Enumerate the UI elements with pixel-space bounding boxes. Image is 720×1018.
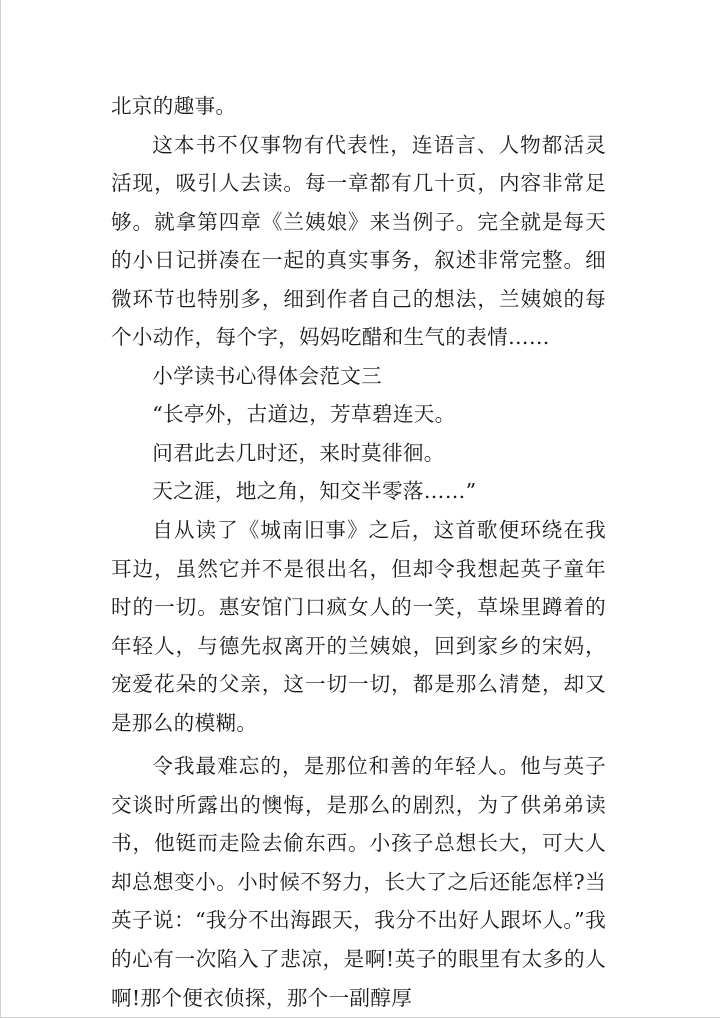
song-lyric-line-2: 问君此去几时还，来时莫徘徊。: [152, 440, 445, 465]
song-lyric-line-1: “长亭外，古道边，芳草碧连天。: [152, 402, 456, 427]
section-heading: 小学读书心得体会范文三: [152, 363, 383, 388]
paragraph-young-man: 令我最难忘的，是那位和善的年轻人。他与英子交谈时所露出的懊悔，是那么的剧烈，为了供弟弟读书，他铤而走险去偷东西。小孩子总想长大，可大人却总想变小。小时候不努力，长大了之后还能怎样?当英子说：“我分不出海跟天，我分不出好人跟坏人。”我的心有一次陷入了悲凉，是啊!英子的眼里有太多的人啊!那个便衣侦探，那个一副醇厚: [111, 754, 606, 1010]
paragraph-continuation: 北京的趣事。: [111, 94, 237, 118]
document-body: [111, 87, 606, 1017]
song-lyric-line-3: 天之涯，地之角，知交半零落……”: [152, 479, 477, 504]
paragraph-book-description: 这本书不仅事物有代表性，连语言、人物都活灵活现，吸引人去读。每一章都有几十页，内容非常足够。就拿第四章《兰姨娘》来当例子。完全就是每天的小日记拼凑在一起的真实事务，叙述非常完整。细微环节也特别多，细到作者自己的想法，兰姨娘的每个小动作，每个字，妈妈吃醋和生气的表情……: [111, 132, 606, 350]
paragraph-reading-memories: 自从读了《城南旧事》之后，这首歌便环绕在我耳边，虽然它并不是很出名，但却令我想起英子童年时的一切。惠安馆门口疯女人的一笑，草垛里蹲着的年轻人，与德先叔离开的兰姨娘，回到家乡的宋妈，宠爱花朵的父亲，这一切一切，都是那么清楚，却又是那么的模糊。: [111, 518, 606, 735]
